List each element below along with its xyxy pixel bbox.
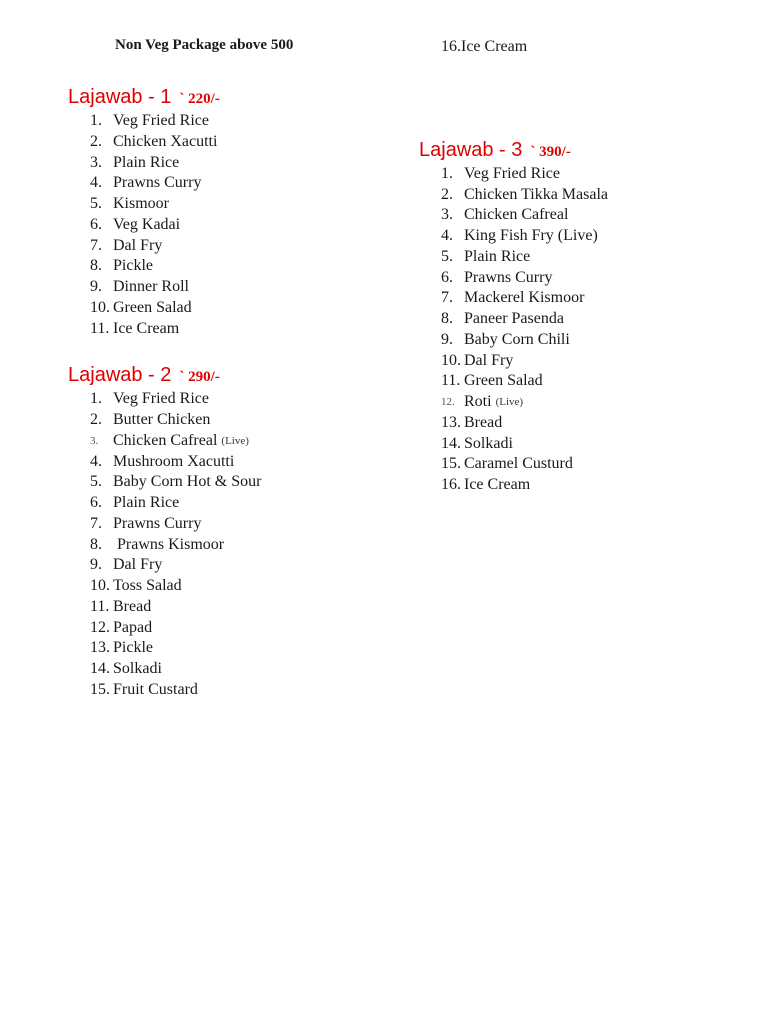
item-label: Paneer Pasenda xyxy=(464,310,564,327)
item-label: Plain Rice xyxy=(113,153,180,171)
item-label: Chicken Cafreal xyxy=(113,431,218,449)
list-item xyxy=(419,288,608,309)
item-number: 7. xyxy=(441,289,453,307)
list-item xyxy=(68,638,261,659)
item-number: 16. xyxy=(441,38,461,55)
item-label: Plain Rice xyxy=(113,494,180,511)
item-label: Mushroom Xacutti xyxy=(113,452,235,470)
item-note: (Live) xyxy=(221,434,249,447)
list-item xyxy=(68,256,261,277)
list-item xyxy=(419,475,608,496)
list-item xyxy=(419,371,608,392)
item-number: 2. xyxy=(90,132,102,150)
item-number: 3. xyxy=(90,153,102,171)
list-item xyxy=(68,535,261,556)
list-item xyxy=(68,576,261,597)
item-number: 8. xyxy=(90,535,102,553)
item-number: 3. xyxy=(90,434,99,447)
item-number: 9. xyxy=(441,330,453,348)
list-item xyxy=(68,472,261,493)
package-name: Lajawab - 3 xyxy=(419,138,523,161)
package-heading-1 xyxy=(68,83,261,111)
item-label: Ice Cream xyxy=(461,38,528,55)
list-item xyxy=(68,215,261,236)
list-item xyxy=(68,597,261,618)
list-item xyxy=(419,454,608,475)
list-item xyxy=(68,298,261,319)
item-label: Ice Cream xyxy=(464,476,531,493)
item-number: 1. xyxy=(90,112,102,129)
list-item xyxy=(419,247,608,268)
item-number: 7. xyxy=(90,236,102,254)
item-number: 6. xyxy=(90,494,102,511)
list-item xyxy=(68,153,261,174)
list-item xyxy=(68,319,261,340)
list-item xyxy=(68,514,261,535)
item-label: Pickle xyxy=(113,257,153,275)
package-name: Lajawab - 1 xyxy=(68,86,172,108)
continuation-list xyxy=(419,37,608,58)
item-label: Solkadi xyxy=(464,434,513,452)
list-item xyxy=(68,452,261,473)
item-number: 2. xyxy=(441,185,453,203)
list-item xyxy=(68,277,261,298)
list-item xyxy=(68,431,261,452)
item-number: 14. xyxy=(441,434,461,452)
list-item xyxy=(419,185,608,206)
item-number: 11. xyxy=(90,319,110,337)
package-3-items xyxy=(419,164,608,496)
list-item xyxy=(68,194,261,215)
item-label: Chicken Cafreal xyxy=(464,206,569,224)
list-item xyxy=(419,37,608,58)
item-number: 9. xyxy=(90,556,102,574)
package-1-items xyxy=(68,111,261,339)
item-number: 8. xyxy=(90,257,102,275)
item-label: Dal Fry xyxy=(113,556,163,574)
package-price: ` 390/- xyxy=(530,143,571,160)
item-label: Papad xyxy=(113,618,153,636)
item-label: Ice Cream xyxy=(113,319,180,337)
list-item xyxy=(419,330,608,351)
item-number: 12. xyxy=(441,396,455,408)
list-item xyxy=(419,226,608,247)
item-number: 10. xyxy=(90,298,110,316)
item-label: Prawns Curry xyxy=(113,514,202,532)
item-label: Toss Salad xyxy=(113,577,182,594)
right-column xyxy=(419,37,608,496)
item-label: King Fish Fry (Live) xyxy=(464,227,598,244)
item-label: Dinner Roll xyxy=(113,278,189,295)
item-label: Veg Fried Rice xyxy=(464,164,560,182)
item-label: Fruit Custard xyxy=(113,680,198,698)
item-label: Kismoor xyxy=(113,195,169,212)
package-heading-3 xyxy=(419,136,608,164)
item-label: Bread xyxy=(113,597,152,615)
list-item xyxy=(68,410,261,431)
item-note: (Live) xyxy=(495,396,524,408)
package-name: Lajawab - 2 xyxy=(68,364,172,387)
item-number: 15. xyxy=(90,680,110,698)
item-number: 6. xyxy=(90,215,102,233)
item-number: 1. xyxy=(90,390,102,408)
item-label: Veg Kadai xyxy=(113,215,181,233)
item-number: 4. xyxy=(441,227,453,244)
item-number: 11. xyxy=(90,597,110,615)
list-item xyxy=(68,618,261,639)
item-label: Pickle xyxy=(113,639,153,657)
package-2-items xyxy=(68,389,261,700)
item-label: Butter Chicken xyxy=(113,411,211,428)
item-number: 2. xyxy=(90,411,102,428)
item-number: 10. xyxy=(90,577,110,594)
list-item xyxy=(419,392,608,413)
item-label: Chicken Tikka Masala xyxy=(464,185,608,203)
package-price: ` 290/- xyxy=(179,369,220,386)
list-item xyxy=(68,132,261,153)
item-number: 5. xyxy=(90,195,102,212)
item-number: 4. xyxy=(90,174,102,192)
item-number: 5. xyxy=(90,473,102,491)
item-label: Plain Rice xyxy=(464,247,531,265)
item-label: Prawns Curry xyxy=(464,268,553,286)
list-item xyxy=(419,309,608,330)
item-label: Green Salad xyxy=(113,298,192,316)
item-label: Caramel Custurd xyxy=(464,455,573,473)
list-item xyxy=(68,680,261,701)
left-column xyxy=(68,83,261,701)
item-label: Veg Fried Rice xyxy=(113,112,209,129)
item-number: 3. xyxy=(441,206,453,224)
list-item xyxy=(68,111,261,132)
item-number: 14. xyxy=(90,660,110,677)
package-heading-2 xyxy=(68,361,261,389)
item-label: Mackerel Kismoor xyxy=(464,289,585,307)
list-item xyxy=(419,413,608,434)
item-number: 15. xyxy=(441,455,461,473)
item-number: 13. xyxy=(441,413,461,431)
item-label: Solkadi xyxy=(113,660,162,677)
item-label: Prawns Kismoor xyxy=(113,535,225,553)
item-label: Dal Fry xyxy=(113,236,163,254)
item-number: 8. xyxy=(441,310,453,327)
item-number: 7. xyxy=(90,514,102,532)
package-price: ` 220/- xyxy=(179,91,220,107)
item-number: 4. xyxy=(90,452,102,470)
item-number: 1. xyxy=(441,164,453,182)
item-label: Prawns Curry xyxy=(113,174,202,192)
item-label: Bread xyxy=(464,413,503,431)
item-label: Dal Fry xyxy=(464,351,514,369)
list-item xyxy=(68,493,261,514)
page-title: Non Veg Package above 500 xyxy=(115,37,294,53)
item-number: 6. xyxy=(441,268,453,286)
item-number: 16. xyxy=(441,476,461,493)
list-item xyxy=(68,389,261,410)
item-number: 13. xyxy=(90,639,110,657)
item-number: 9. xyxy=(90,278,102,295)
list-item xyxy=(419,351,608,372)
item-number: 10. xyxy=(441,351,461,369)
list-item xyxy=(419,268,608,289)
list-item xyxy=(68,555,261,576)
list-item xyxy=(419,164,608,185)
list-item xyxy=(68,173,261,194)
item-label: Chicken Xacutti xyxy=(113,132,218,150)
item-number: 5. xyxy=(441,247,453,265)
item-label: Baby Corn Chili xyxy=(464,330,570,348)
item-label: Roti xyxy=(464,393,492,410)
list-item xyxy=(68,659,261,680)
item-label: Green Salad xyxy=(464,372,543,390)
item-number: 11. xyxy=(441,372,461,390)
list-item xyxy=(419,434,608,455)
list-item xyxy=(68,236,261,257)
item-label: Veg Fried Rice xyxy=(113,390,209,408)
item-number: 12. xyxy=(90,618,110,636)
list-item xyxy=(419,205,608,226)
item-label: Baby Corn Hot & Sour xyxy=(113,473,262,491)
